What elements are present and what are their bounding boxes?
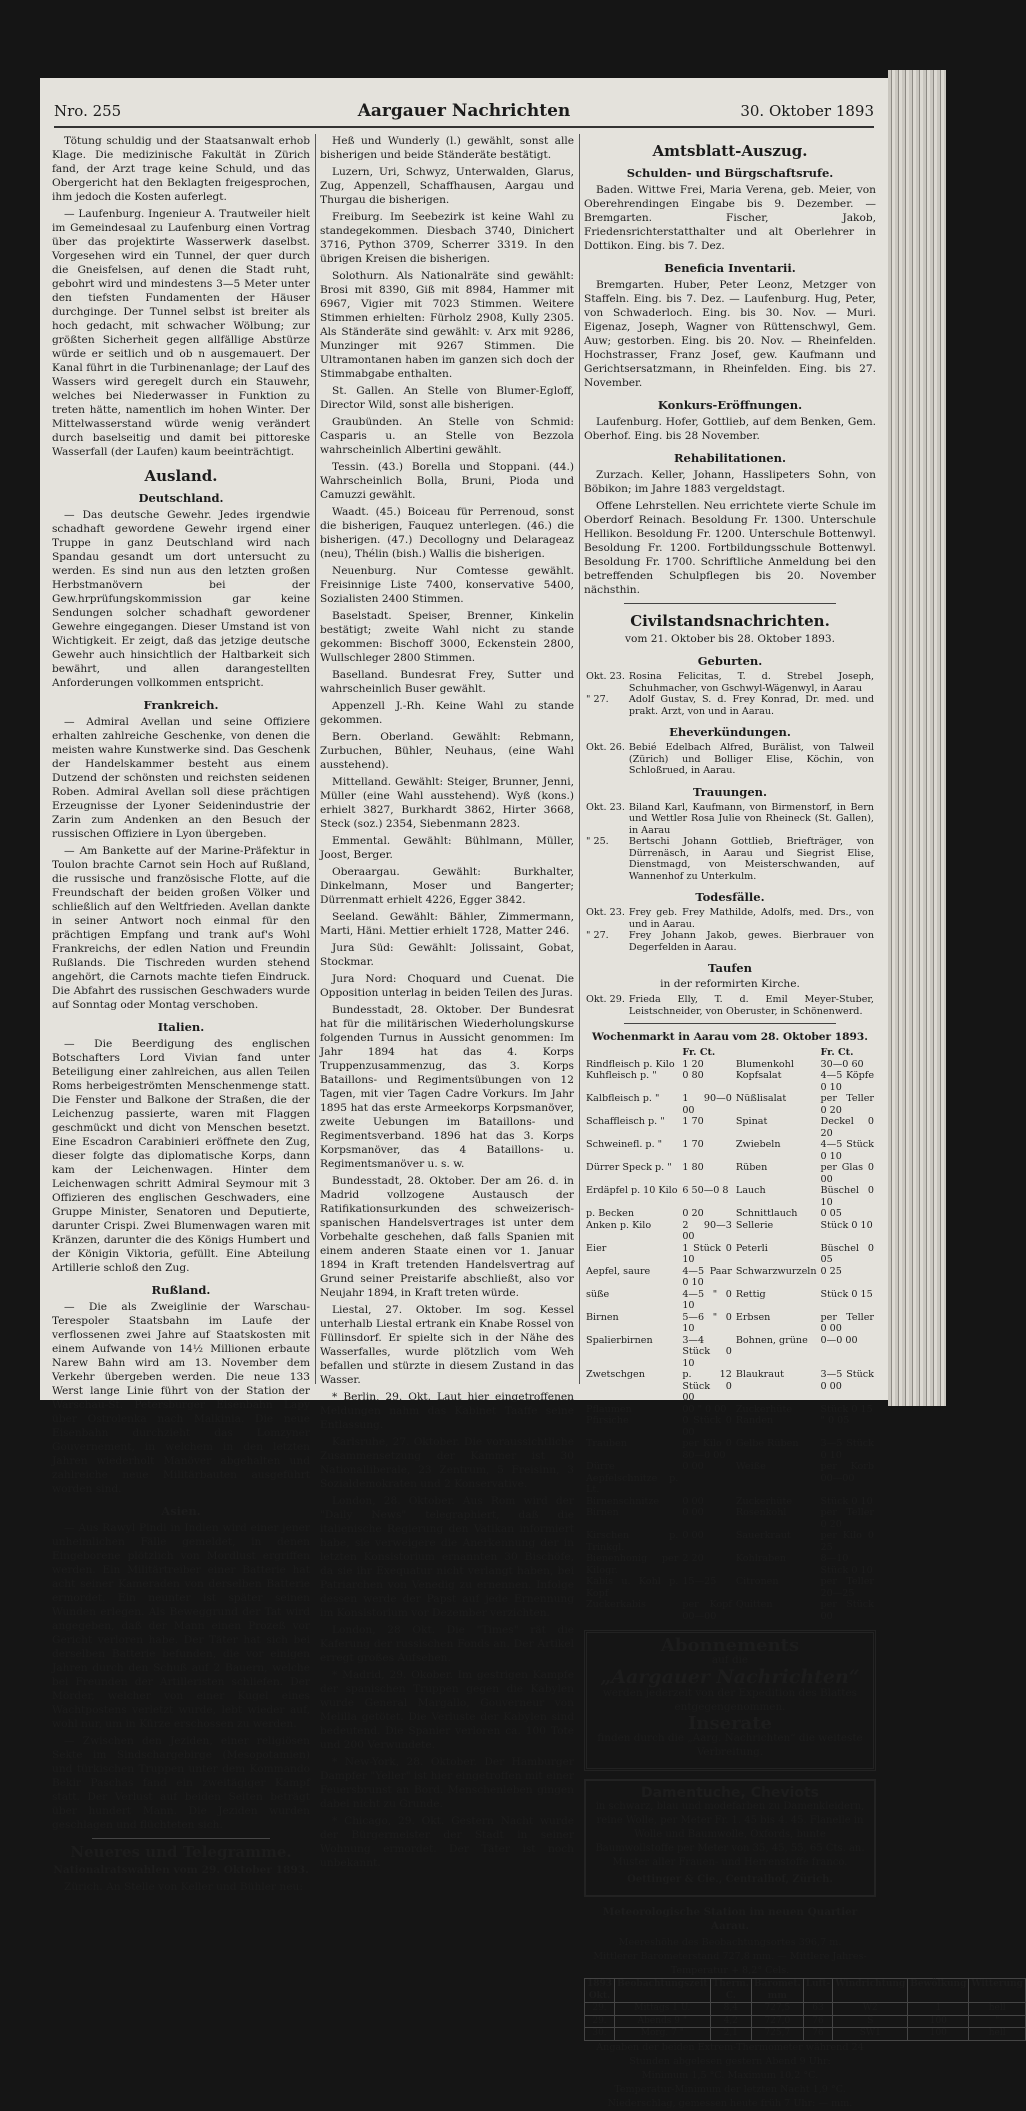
article-paragraph: * Madrid, 29. Okober. Im gestrigen Kampfe der spanischen Truppen gegen die Kabylen wurde General Margallo, Gouverneur von Melilla getötet. Die Verluste der Kabylen sind bedeutend. Die Spanier verloren ca. 100 Tote und 200 Verwundete. bbox=[320, 1669, 574, 1751]
table-row bbox=[584, 1599, 876, 1622]
entry-date: Okt. 23. bbox=[586, 801, 625, 813]
table-cell: 100 bbox=[908, 2028, 969, 2041]
table-cell: Erdäpfel p. 10 Kilo bbox=[586, 1185, 678, 1196]
entry-text: Frey geb. Frey Mathilde, Adolfs, med. Drs., von und in Aarau. bbox=[628, 907, 874, 930]
section-title: Amtsblatt-Auszug. bbox=[652, 142, 808, 160]
table-cell: 29. bbox=[585, 2003, 615, 2016]
table-cell: per Teller 0 20 bbox=[820, 1507, 874, 1530]
box-text: auf die bbox=[711, 1654, 749, 1666]
section-subtitle: Todesfälle. bbox=[695, 890, 765, 904]
table-cell: 76 bbox=[803, 2015, 833, 2028]
table-row bbox=[584, 694, 876, 717]
table-cell: " bbox=[969, 2015, 1026, 2028]
column-rule bbox=[315, 134, 316, 1384]
article-paragraph: — Am Bankette auf der Marine-Präfektur in Toulon brachte Carnot sein Hoch auf Rußland, die russische und französische Flotte, auf die Freundschaft der beiden großen Völker und schließlich auf den Weltfrieden. Avellan dankte in seiner Antwort noch einmal für den prächtigen Empfang und trank auf's Wohl Frankreichs, der edlen Nation und Freundin Rußlands. Die Tischreden wurden stehend angehört, die Carnots machte tiefen Eindruck. Die Abfahrt des russischen Geschwaders wurde auf Sonntag oder Montag verschoben. bbox=[52, 845, 310, 1011]
table-row bbox=[584, 671, 876, 694]
table-row bbox=[584, 1059, 876, 1071]
article-paragraph: — Aus Rawyl Pindi in Indien wird einer jener unheimlichen Fälle gemeldet, in denen Eingeborene plötzlich von Mordlust ergriffen werden. Ein Militärtreiber einer Batterie hat acht seiner Kameraden von derselben Batterie ermordet. Ein neunter ist später seinen Wunden erlegen. Als Beweggrund der Tat wird angegeben, daß der Mann einen Prozeß vor Gericht verloren habe. Der Täter hat sich bei derselben Batterie befunden, die vor einigen Jahren durch den Schuß auf 2 Bauern, welche bei Freunden der Artilleristen schliefen. Der Mörder, welcher von einer Kugel eines Wachtpostens verletzt wurde, lebt wieder auf, wohl nur, um in Kürze erschossen zu werden. bbox=[52, 1522, 310, 1730]
table-cell: 1 90—0 00 bbox=[682, 1093, 732, 1116]
table-row bbox=[584, 1162, 876, 1185]
section-subtitle: Deutschland. bbox=[138, 491, 224, 505]
weather-line: Minimum 1,5 °C. Maximum 10,2 °C. bbox=[641, 2069, 819, 2081]
table-cell: 15—25 bbox=[682, 1576, 717, 1587]
table-cell: 1 bbox=[908, 2003, 969, 2016]
column-3 bbox=[584, 134, 1023, 2109]
table-cell: 2,1 bbox=[710, 2028, 751, 2041]
table-cell: per Teller 0 00 bbox=[820, 1311, 874, 1334]
table-cell: 727,0 bbox=[751, 2015, 803, 2028]
table-cell: 3—5 Stück 0 10 bbox=[820, 1438, 874, 1461]
table-cell: Blumenkohl bbox=[735, 1058, 794, 1070]
table-cell: 30—0 60 bbox=[820, 1058, 864, 1070]
entry-text: Rosina Felicitas, T. d. Strebel Joseph, Schuhmacher, von Gschwyl-Wägenwyl, in Aarau bbox=[628, 671, 874, 694]
entry-date: " 27. bbox=[586, 930, 609, 941]
table-cell: Blaukraut bbox=[735, 1369, 785, 1380]
entry-text: Frey Johann Jakob, gewes. Bierbrauer von Degerfelden in Aarau. bbox=[628, 930, 874, 953]
table-cell: " 0 05 bbox=[820, 1415, 850, 1426]
table-cell: 1 20 bbox=[682, 1058, 704, 1070]
table-cell: Birnen bbox=[586, 1507, 619, 1518]
article-paragraph: Baselland. Bundesrat Frey, Sutter und wahrscheinlich Buser gewählt. bbox=[320, 669, 574, 695]
table-cell: 100 bbox=[908, 2015, 969, 2028]
column-header bbox=[584, 1047, 680, 1059]
baptisms-table bbox=[584, 994, 876, 1017]
table-cell: Citronen bbox=[735, 1576, 779, 1587]
weather-line: Niederschlag, gemessen heute früh 7 Uhr: — mm. bbox=[607, 2097, 853, 2109]
issue-number: Nro. 255 bbox=[54, 102, 122, 120]
table-row bbox=[584, 1139, 876, 1162]
table-cell: Kuhfleisch p. " bbox=[586, 1070, 657, 1081]
article-paragraph: * Chicago, 29. Okt. Gestern Nacht wurde der Bürgermeister der Stadt in seiner Wohnung ermordet. Der Täter ist noch unbekannt. bbox=[320, 1815, 574, 1869]
article-paragraph: * Berlin, 29. Okt. Laut hier eingetroffenen Meldungen nahm das Kabinet Taaffe seine Entlassung. bbox=[320, 1391, 574, 1431]
weather-line: Angaben der beiden Extrem-Thermometer während 24 Stunden abgelesen gestern Abend 9 Uhr: bbox=[596, 2041, 864, 2067]
entry-date: Okt. 26. bbox=[586, 742, 625, 753]
section-subtitle: Rußland. bbox=[151, 1283, 211, 1297]
table-row bbox=[584, 1335, 876, 1370]
table-cell: 2 20 bbox=[682, 1553, 704, 1564]
table-cell: Stück 0 10 bbox=[820, 1495, 873, 1507]
column-2 bbox=[320, 134, 574, 1869]
table-cell: Büschel 0 10 bbox=[820, 1185, 874, 1208]
table-cell: 63 bbox=[803, 2003, 833, 2016]
table-row bbox=[584, 1576, 876, 1599]
weather-title: Meteorologische Station im neuen Quartier Aarau. bbox=[602, 1906, 858, 1932]
table-cell: hell bbox=[969, 2028, 1026, 2041]
deaths-table bbox=[584, 907, 876, 953]
column-header: Beobachtungszeit bbox=[615, 1979, 711, 2003]
table-cell: per Korb 00—00 bbox=[820, 1461, 874, 1484]
table-cell: 1 70 bbox=[682, 1116, 704, 1127]
weather-table bbox=[584, 1978, 1026, 2041]
entry-date: Okt. 23. bbox=[586, 907, 625, 918]
table-cell: Birnen bbox=[586, 1311, 619, 1323]
table-cell: 0—0 00 bbox=[820, 1334, 858, 1346]
table-row bbox=[584, 994, 876, 1017]
entry-text: Bertschi Johann Gottlieb, Briefträger, von Dürrenäsch, in Aarau und Siegrist Elise, Dienstmagd, von Meisterschwanden, auf Wannenhof zu Unterkulm. bbox=[628, 836, 874, 882]
box-text: finden durch die „Aarg. Nachrichten“ die weiteste Verbreitung. bbox=[597, 1732, 863, 1758]
entry-text: Bebié Edelbach Alfred, Burälist, von Talweil (Zürich) und Bolliger Elise, Köchin, von Schloßrued, in Aarau. bbox=[628, 742, 874, 776]
article-paragraph: Oberaargau. Gewählt: Burkhalter, Dinkelmann, Moser und Bangerter; Dürrenmatt erhielt 4226, Egger 3842. bbox=[320, 866, 574, 906]
section-divider bbox=[624, 603, 836, 604]
issue-date: 30. Oktober 1893 bbox=[740, 102, 874, 120]
table-cell: 3—5 Stück 0 00 bbox=[820, 1369, 874, 1392]
article-paragraph: Karlsruhe, 27. Oktober. Die voraussichtliche Zusammensetzung der Kammer ist 30 Nationalliberale, 23 Zentrum, 5 Freisinn, 3 Sozialdemokraten und 2 Konservative. bbox=[320, 1436, 574, 1490]
column-header: Therm. C. bbox=[710, 1979, 751, 2003]
table-cell: Erbsen bbox=[735, 1311, 771, 1323]
advertisement bbox=[584, 1779, 876, 1897]
table-cell: Kohlraben bbox=[735, 1553, 787, 1564]
article-paragraph: Tessin. (43.) Borella und Stoppani. (44.) Wahrscheinlich Bolla, Bruni, Pioda und Camuzzi gewählt. bbox=[320, 461, 574, 501]
ad-title: Damentuche, Cheviots bbox=[640, 1785, 820, 1801]
column-header: Windrichtung bbox=[833, 1979, 908, 2003]
table-cell: 4—5 Stück 0 10 bbox=[820, 1139, 874, 1162]
table-cell: Rüben bbox=[735, 1162, 768, 1173]
table-cell: 2 90—3 00 bbox=[682, 1219, 732, 1242]
table-row bbox=[585, 2028, 1026, 2041]
article-paragraph: St. Gallen. An Stelle von Blumer-Egloff, Director Wild, sonst alle bisherigen. bbox=[320, 385, 574, 411]
table-cell: 8,4 bbox=[710, 2003, 751, 2016]
table-row bbox=[584, 1507, 876, 1530]
article-paragraph: Tötung schuldig und der Staatsanwalt erhob Klage. Die medizinische Fakultät in Zürich fand, der Arzt trage keine Schuld, und das Obergericht hat den Beklagten freigesprochen, ihm jedoch die Kosten auferlegt. bbox=[52, 135, 310, 203]
table-row bbox=[584, 1496, 876, 1508]
table-cell: Sauerkraut bbox=[735, 1530, 791, 1541]
masthead bbox=[54, 100, 874, 128]
article-paragraph: — Das deutsche Gewehr. Jedes irgendwie schadhaft gewordene Gewehr irgend einer Truppe in ganz Deutschland wird nach Spandau gesandt um dort untersucht zu werden. Es sind nun aus den letzten großen Herbstmanövern bei der Gew.hrprüfungskommission gar keine Sendungen solcher schadhaft gewordener Gewehre eingegangen. Dieser Umstand ist von Wichtigkeit. Er zeigt, daß das jetzige deutsche Gewehr auch hinsichtlich der Haltbarkeit sich bewährt, und allen darangestellten Anforderungen vollkommen entspricht. bbox=[52, 509, 310, 689]
table-cell: 0 20 bbox=[682, 1208, 704, 1219]
table-cell: Aepfel, saure bbox=[586, 1265, 651, 1277]
table-cell: Mittags 1 U. bbox=[615, 2003, 711, 2016]
table-cell: Büschel 0 05 bbox=[820, 1242, 874, 1265]
table-cell: 0 25 bbox=[820, 1265, 842, 1277]
table-row bbox=[584, 907, 876, 930]
entry-text: Biland Karl, Kaufmann, von Birmenstorf, in Bern und Wettler Rosa Julie von Rheineck (St. Gallen), in Aarau bbox=[628, 801, 874, 836]
article-paragraph: Bundesstadt, 28. Oktober. Der Bundesrat hat für die militärischen Wiederholungskurse folgenden Turnus in Aussicht genommen: Im Jahr 1894 hat das 4. Korps Truppenzusammenzug, das 3. Korps Bataillons- und Regimentsübungen von 12 Tagen, mit vier Tagen Cadre Vorkurs. Im Jahr 1895 hat das erste Armeekorps Korpsmanöver, zweite Uebungen im Bataillons- und Regimentsverband. 1896 hat das 3. Korps Korpsmanöver, das 4 Bataillons- u. Regimentsmanöver u. s. w. bbox=[320, 1004, 574, 1170]
table-row bbox=[585, 2003, 1026, 2016]
table-cell: 4—5 Köpfe 0 10 bbox=[820, 1070, 874, 1093]
article-paragraph: — Zwischen den Jeziden, einer religiösen Sekte im Sindschargebirge (Mesopotamien) und türkischen Truppen unter dem Kommando Bekir Paschas fand ein zweitägiger Kampf statt. Der Verlust auf beiden Seiten beträgt über hundert Mann. Die Jeziden wurden geschlagen und flüchteten sich. bbox=[52, 1735, 310, 1831]
table-cell: Dürrer Speck p. " bbox=[586, 1162, 672, 1173]
article-paragraph: Bern. Oberland. Gewählt: Rebmann, Zurbuchen, Bühler, Neuhaus, (eine Wahl ausstehend). bbox=[320, 731, 574, 771]
table-cell: Stück 0 15 bbox=[820, 1403, 873, 1415]
table-cell: Trauben bbox=[586, 1438, 627, 1449]
section-subtitle: Konkurs-Eröffnungen. bbox=[657, 398, 803, 412]
table-row bbox=[584, 1093, 876, 1116]
marriage-notices-table bbox=[584, 742, 876, 777]
table-cell: Spalierbirnen bbox=[586, 1334, 653, 1346]
table-cell: 0 00 bbox=[682, 1530, 704, 1541]
table-cell: 6 50—0 8 bbox=[682, 1185, 729, 1196]
table-row bbox=[584, 1312, 876, 1335]
table-row bbox=[584, 1220, 876, 1243]
table-cell: Nüßlisalat bbox=[735, 1093, 787, 1104]
table-cell: Eier bbox=[586, 1242, 607, 1254]
section-subtitle: Geburten. bbox=[697, 654, 763, 668]
table-cell: Pfirsiche bbox=[586, 1415, 629, 1426]
section-subtitle: in der reformirten Kirche. bbox=[660, 978, 800, 990]
table-cell: Bienenhonig per Kilogr. bbox=[586, 1553, 679, 1576]
article-paragraph: Emmental. Gewählt: Bühlmann, Müller, Joost, Berger. bbox=[320, 835, 574, 861]
table-cell: 5—6 " 0 10 bbox=[682, 1311, 732, 1334]
table-cell: S bbox=[833, 2015, 908, 2028]
section-subtitle: Taufen bbox=[708, 961, 752, 975]
column-header: Baromet. mm bbox=[751, 1979, 803, 2003]
table-cell: per Glas 0 00 bbox=[820, 1162, 874, 1185]
table-cell: süße bbox=[586, 1288, 610, 1300]
market-prices-table bbox=[584, 1047, 876, 1622]
section-subtitle: Italien. bbox=[157, 1020, 205, 1034]
table-cell: Zuckerhüte bbox=[735, 1403, 793, 1415]
table-cell: 4—5 Paar 0 10 bbox=[682, 1265, 732, 1288]
table-cell: 0 Stück 0 00 bbox=[682, 1415, 732, 1438]
table-row bbox=[584, 742, 876, 777]
table-cell: Stück 0 10 bbox=[820, 1219, 873, 1231]
table-cell: Lauch bbox=[735, 1185, 766, 1196]
table-cell: 30. bbox=[585, 2028, 615, 2041]
box-heading: Inserate bbox=[687, 1713, 772, 1734]
table-cell: Stück 0 15 bbox=[820, 1288, 873, 1300]
entry-text: Frieda Elly, T. d. Emil Meyer-Stuber, Leistschneider, von Oberuster, in Schönenwerd. bbox=[628, 994, 874, 1017]
article-paragraph: * New-York, 28. Oktober. Der Hamburger Dampfer "Yeller" ist hier eingetroffen mit einer Feuersbrunst an Bord. Menschenleben gingen dabei nicht zu Grunde. bbox=[320, 1756, 574, 1810]
section-subtitle: Frankreich. bbox=[143, 698, 219, 712]
table-row bbox=[584, 930, 876, 953]
table-cell: per Kilo 0 25 bbox=[820, 1530, 874, 1553]
table-cell: Spinat bbox=[735, 1116, 768, 1127]
notice-paragraph: Offene Lehrstellen. Neu errichtete vierte Schule im Oberdorf Reinach. Besoldung Fr. 1300. Unterschule Hellikon. Besoldung Fr. 1200. Unterschule Bottenwyl. Besoldung Fr. 1200. Fortbildungsschule Bottenwyl. Besoldung Fr. 1700. Schriftliche Anmeldung bei den betreffenden Schulpflegen bis 20. November nächsthin. bbox=[584, 500, 876, 596]
entry-date: " 25. bbox=[586, 836, 609, 847]
table-cell: 00 " 0 00 bbox=[682, 1403, 727, 1415]
table-cell: Zwetschgen bbox=[586, 1369, 645, 1380]
table-cell: Peterli bbox=[735, 1242, 768, 1254]
article-paragraph: Appenzell J.-Rh. Keine Wahl zu stande gekommen. bbox=[320, 700, 574, 726]
article-paragraph: — Admiral Avellan und seine Offiziere erhalten zahlreiche Geschenke, von denen die meisten wahre Kunstwerke sind. Das Geschenk der Handelskammer besteht aus einem Dutzend der schönsten und reichsten seidenen Roben. Admiral Avellan soll diese prächtigen Erzeugnisse der Lyoner Seidenindustrie der Zarin zum Andenken an den Besuch der russischen Offiziere in Lyon übergeben. bbox=[52, 716, 310, 840]
article-paragraph: Seeland. Gewählt: Bähler, Zimmermann, Marti, Häni. Mettier erhielt 1728, Matter 246. bbox=[320, 911, 574, 937]
table-cell: Kalbfleisch p. " bbox=[586, 1093, 660, 1104]
article-paragraph: Neuenburg. Nur Comtesse gewählt. Freisinnige Liste 7400, konservative 5400, Sozialisten 2400 Stimmen. bbox=[320, 565, 574, 605]
column-header: Bewölkung bbox=[908, 1979, 969, 2003]
table-cell: 1 Stück 0 10 bbox=[682, 1242, 732, 1265]
column-header: Witterung bbox=[969, 1979, 1026, 2003]
table-row bbox=[584, 1369, 876, 1404]
table-cell: Bohnen, grüne bbox=[735, 1334, 808, 1346]
table-cell: Quitten bbox=[735, 1599, 773, 1610]
article-paragraph: Graubünden. An Stelle von Schmid: Casparis u. an Stelle von Bezzola wahrscheinlich Albertini gewählt. bbox=[320, 416, 574, 456]
box-newspaper-name: „Aargauer Nachrichten“ bbox=[600, 1666, 860, 1688]
table-cell: 1 80 bbox=[682, 1162, 704, 1173]
page-edge bbox=[888, 70, 946, 1406]
table-cell: 725,7 bbox=[751, 2028, 803, 2041]
table-cell: 0 00 bbox=[682, 1461, 704, 1472]
newspaper-page bbox=[40, 78, 1023, 2109]
table-cell: 1 70 bbox=[682, 1139, 704, 1150]
article-paragraph: Bundesstadt, 28. Oktober. Der am 26. d. in Madrid vollzogene Austausch der Ratifikationsurkunden des schweizerisch-spanischen Handelsvertrages ist unter dem Vorbehalte geschehen, daß falls Spanien mit einem anderen Staate einen vor 1. Januar 1894 in Kraft tretenden Handelsvertrag auf Grund seiner Preistarife abschließt, also vor Neujahr 1894, in Kraft treten würde. bbox=[320, 1175, 574, 1299]
table-cell: Schnittlauch bbox=[735, 1208, 798, 1219]
table-cell: 727,5 bbox=[751, 2003, 803, 2016]
table-row bbox=[584, 1404, 876, 1416]
table-row bbox=[584, 802, 876, 837]
table-cell: Weiße bbox=[735, 1461, 766, 1472]
table-cell: Gelbe Rüben bbox=[735, 1438, 799, 1449]
article-paragraph: Mittelland. Gewählt: Steiger, Brunner, Jenni, Müller (eine Wahl ausstehend). Wyß (kons.) erhielt 3827, Burkhardt 3862, Hirter 3668, Steck (soz.) 2354, Siebenmann 2823. bbox=[320, 776, 574, 830]
table-row bbox=[584, 1243, 876, 1266]
weather-line: Temperatur-Minimum der letzten Nacht 1,9 °C. bbox=[614, 2083, 846, 2095]
table-cell: Abends 9 " bbox=[615, 2015, 711, 2028]
subscription-box bbox=[584, 1630, 876, 1771]
table-cell: Zuckerkabis bbox=[586, 1599, 646, 1610]
weddings-table bbox=[584, 802, 876, 883]
weather-line: Mittlerer Barometerstand 727,8 mm. — Mittlere Jahres-Temperatur + 8,2° Cels. bbox=[593, 1951, 867, 1976]
section-subtitle: Beneficia Inventarii. bbox=[664, 261, 796, 275]
table-cell: Schwarzwurzeln bbox=[735, 1265, 817, 1277]
article-paragraph: — Die als Zweiglinie der Warschau-Terespoler Staatsbahn im Laufe der verflossenen zwei Jahre auf Staatskosten mit einem Aufwande von 14½ Millionen erbaute Narew Bahn wird am 13. November dem Verkehr übergeben werden. Die neue 133 Werst lange Linie führt von der Station der Warschau-St. Petersburger Eisenbahn Lapy über Ostrolenka nach Malkinia. Die neue Eisenbahn durchzieht das Lomzyner Gouvernement, in welchem in den letzten Jahren wiederholt Manöver abgehalten und zahlreiche neue Militärbauten ausgeführt worden sind. bbox=[52, 1301, 310, 1495]
article-paragraph: Liestal, 27. Oktober. Im sog. Kessel unterhalb Liestal ertrank ein Knabe Rossel von Füllinsdorf. Er spielte sich in der Nähe des Wasserfalles, wurde plötzlich vom Weh befallen und stürzte in diesem Zustand in das Wasser. bbox=[320, 1304, 574, 1386]
section-subtitle: Schulden- und Bürgschaftsrufe. bbox=[626, 166, 834, 180]
table-cell: 0 05 bbox=[820, 1208, 842, 1219]
table-cell: Morg. 7 " bbox=[615, 2028, 711, 2041]
article-paragraph: Baselstadt. Speiser, Brenner, Kinkelin bestätigt; zweite Wahl nicht zu stande gekommen: Bischoff 3000, Eckenstein 2800, Wullschleger 2800 Stimmen. bbox=[320, 610, 574, 664]
article-paragraph: Luzern, Uri, Schwyz, Unterwalden, Glarus, Zug, Appenzell, Schaffhausen, Aargau und Thurgau die bisherigen. bbox=[320, 166, 574, 206]
table-cell: 76 bbox=[803, 2028, 833, 2041]
table-row bbox=[584, 1185, 876, 1208]
table-row bbox=[585, 2015, 1026, 2028]
table-row bbox=[584, 1438, 876, 1461]
table-cell: 8—10 Stück 0 10 bbox=[820, 1553, 873, 1576]
table-cell: p. 12 Stück 0 00 bbox=[682, 1369, 732, 1403]
date-range: vom 21. Oktober bis 28. Oktober 1893. bbox=[625, 633, 835, 645]
table-cell: Sellerie bbox=[735, 1219, 774, 1231]
table-cell: p. Becken bbox=[586, 1208, 635, 1219]
table-cell: Schweinefl. p. " bbox=[586, 1139, 663, 1150]
box-heading: Abonnements bbox=[660, 1635, 800, 1656]
table-cell: Schaffleisch p. " bbox=[586, 1116, 665, 1127]
table-cell: 4—5 " 0 10 bbox=[682, 1288, 732, 1311]
table-cell: 0 00 bbox=[682, 1507, 704, 1518]
table-cell: Rosenkohl bbox=[735, 1507, 787, 1518]
entry-text: Adolf Gustav, S. d. Frey Konrad, Dr. med. und prakt. Arzt, von und in Aarau. bbox=[628, 694, 874, 717]
table-cell: Kopfsalat bbox=[735, 1070, 782, 1081]
article-paragraph: Zürich. An Stelle von Keller und Bühler neu: bbox=[64, 1881, 303, 1893]
article-paragraph: Jura Nord: Choquard und Cuenat. Die Opposition unterlag in beiden Teilen des Juras. bbox=[320, 973, 574, 999]
notice-paragraph: Laufenburg. Hofer, Gottlieb, auf dem Benken, Gem. Oberhof. Eing. bis 28 November. bbox=[584, 416, 876, 442]
section-subtitle: Trauungen. bbox=[692, 784, 768, 799]
births-table bbox=[584, 671, 876, 717]
article-paragraph: Waadt. (45.) Boiceau für Perrenoud, sonst die bisherigen, Fauquez unterlegen. (46.) die bisherigen. (47.) Decollogny und Delarageaz (neu), Thélin (bish.) Wallis die bisherigen. bbox=[320, 506, 574, 560]
table-row bbox=[584, 1553, 876, 1576]
column-header bbox=[734, 1047, 819, 1059]
table-cell: 0 80 bbox=[682, 1070, 704, 1081]
table-cell: Kabis u. Kohl p. Kopf bbox=[586, 1576, 679, 1599]
column-1 bbox=[52, 134, 310, 1893]
notice-paragraph: Zurzach. Keller, Johann, Hasslipeters Sohn, von Böbikon; im Jahre 1883 vergeldstagt. bbox=[584, 469, 876, 495]
ad-firm: Oettinger & Cie., Centralhof, Zürich. bbox=[627, 1874, 833, 1885]
section-subtitle: Rehabilitationen. bbox=[674, 451, 786, 465]
table-cell: 29. bbox=[585, 2015, 615, 2028]
table-cell: per Kilo 0 80—0 00 bbox=[682, 1438, 732, 1461]
table-row bbox=[584, 1070, 876, 1093]
column-header: Fr. Ct. bbox=[682, 1047, 716, 1058]
table-cell: 4,2 bbox=[710, 2015, 751, 2028]
table-header-row bbox=[584, 1047, 876, 1059]
table-cell: W2 bbox=[833, 2003, 908, 2016]
section-title: Civilstandsnachrichten. bbox=[630, 612, 830, 630]
table-row bbox=[584, 1530, 876, 1553]
table-cell: Zwiebeln bbox=[735, 1139, 781, 1150]
table-cell: Rindfleisch p. Kilo bbox=[586, 1058, 675, 1070]
table-cell: per Stück 00 bbox=[820, 1599, 874, 1622]
section-subtitle: Nationalratswahlen vom 29. Oktober 1893. bbox=[53, 1864, 309, 1876]
table-cell: Anken p. Kilo bbox=[586, 1219, 652, 1231]
article-paragraph: Solothurn. Als Nationalräte sind gewählt: Brosi mit 8390, Giß mit 8984, Hammer mit 6967, Vigier mit 7023 Stimmen. Weitere Stimmen erhielten: Fürholz 2908, Kully 2305. Als Ständeräte sind gewählt: v. Arx mit 9286, Munzinger mit 9267 Stimmen. Die Ultramontanen haben im ganzen sich doch der Stimmabgabe enthalten. bbox=[320, 270, 574, 380]
entry-date: Okt. 23. bbox=[586, 671, 625, 682]
table-cell: Randen bbox=[735, 1415, 774, 1426]
table-cell: Pflaumen bbox=[586, 1403, 632, 1415]
box-text: werden jederzeit von der Expedition des Blattes entgegengenommen. bbox=[603, 1687, 857, 1713]
notice-paragraph: Bremgarten. Huber, Peter Leonz, Metzger von Staffeln. Eing. bis 7. Dez. — Laufenburg. Hug, Peter, von Schwaderloch. Eing. bis 30. Nov. — Muri. Eigenaz, Joseph, Wagner von Rüttenschwyl, Gem. Auw; gestorben. Eing. bis 20. Nov. — Rheinfelden. Hochstrasser, Franz Josef, gew. Kaufmann und Gerichtsersatzmann, in Rheinfelden. Eing. bis 27. November. bbox=[584, 279, 876, 389]
table-cell: SW1 bbox=[833, 2028, 908, 2041]
section-subtitle: Eheverkündungen. bbox=[669, 725, 791, 739]
entry-date: " 27. bbox=[586, 694, 609, 705]
table-cell: Dürre Aepfelschnitze p. Lt. bbox=[586, 1461, 679, 1495]
article-paragraph: — Laufenburg. Ingenieur A. Trautweiler hielt im Gemeindesaal zu Laufenburg einen Vortrag über das projektirte Wasserwerk daselbst. Vorgesehen wird ein Tunnel, der quer durch die Gneisfelsen, auf denen die Stadt ruht, gebohrt wird und mindestens 3—5 Meter unter den tiefsten Fundamenten der Häuser durchginge. Der Tunnel selbst ist breiter als hoch gedacht, mit schwacher Wölbung; zur größten Sicherheit gegen allfällige Abstürze würde er seitlich und ob n ausgemauert. Der Kanal führt in die Turbinenanlage; der Lauf des Wassers wird geregelt durch ein Stauwehr, welches bei Niederwasser in Funktion zu treten hätte, namentlich im hohen Winter. Der Mittelwasserstand würde wenig verändert durch baselseitig und damit bei pittoreske Wasserfall (der Laufen) kaum beeinträchtigt. bbox=[52, 208, 310, 458]
table-cell: Rettig bbox=[735, 1288, 766, 1300]
table-header-row bbox=[585, 1979, 1026, 2003]
table-row bbox=[584, 1289, 876, 1312]
entry-date: Okt. 29. bbox=[586, 994, 625, 1005]
section-title: Neueres und Telegramme. bbox=[70, 1843, 292, 1861]
weather-line: Meereshöhe des Beobachtungsortes 396,7 m. bbox=[618, 1937, 842, 1948]
table-cell: per Teller 0 20 bbox=[820, 1093, 874, 1116]
notice-paragraph: Baden. Wittwe Frei, Maria Verena, geb. Meier, von Oberehrendingen Eingabe bis 9. Dezember. — Bremgarten. Fischer, Jakob, Friedensrichterstatthalter und alt Oberlehrer in Dottikon. Eing. bis 7. Dez. bbox=[584, 184, 876, 252]
table-cell: 3—4 Stück 0 10 bbox=[682, 1334, 732, 1369]
table-row bbox=[584, 1266, 876, 1289]
table-cell: per Teller 20—25 bbox=[820, 1576, 874, 1599]
column-rule bbox=[579, 134, 580, 1384]
ad-text: in schwarz, blau und modefarben zu Damenkleidern, reine Wolle, per Meter Fr. 1. 45 bis 4. 45. Flanelle in Wolle und Baumwolle, Oxfords, bunte Baumwollstoffe per Meter von 35, 45, 55, 65 Cts. an. Muster aller Frauen- und Herrenstoffe franco. bbox=[595, 1801, 865, 1868]
section-title: Ausland. bbox=[144, 467, 218, 485]
article-paragraph: Heß und Wunderly (l.) gewählt, sonst alle bisherigen und beide Ständeräte bestätigt. bbox=[320, 135, 574, 161]
table-cell: hell bbox=[969, 2003, 1026, 2016]
column-header: Fr. Ct. bbox=[820, 1047, 854, 1058]
article-paragraph: Freiburg. Im Seebezirk ist keine Wahl zu standegekommen. Diesbach 3740, Dinichert 3716, Python 3709, Scherrer 3319. In den übrigen Kreisen die bisherigen. bbox=[320, 211, 574, 265]
table-row bbox=[584, 836, 876, 882]
table-cell: Deckel 0 20 bbox=[820, 1116, 874, 1139]
article-paragraph: — Die Beerdigung des englischen Botschafters Lord Vivian fand unter Beteiligung einer zahlreichen, aus allen Teilen Roms herbeigeströmten Menschenmenge statt. Die Fenster und Balkone der Straßen, die der Leichenzug passierte, waren mit Flaggen geschmückt und dicht von Menschen besetzt. Eine Escadron Carabinieri eröffnete den Zug, dieser folgte das diplomatische Korps, dann kam der Leichenwagen. Hinter dem Leichenwagen schritt Admiral Seymour mit 3 Offizieren des englischen Geschwaders, eine Gruppe Minister, Senatoren und Deputierte, darunter Crispi. Zwei Blumenwagen waren mit Kränzen, darunter die des Königs Humbert und der Königin Viktoria, gefüllt. Eine Abteilung Artillerie schloß den Zug. bbox=[52, 1038, 310, 1274]
section-subtitle: Asien. bbox=[161, 1504, 201, 1518]
market-title: Wochenmarkt in Aarau vom 28. Oktober 1893. bbox=[592, 1031, 868, 1043]
table-cell: 0 00 bbox=[682, 1495, 704, 1507]
section-divider bbox=[92, 1838, 270, 1839]
table-row bbox=[584, 1208, 876, 1220]
newspaper-title: Aargauer Nachrichten bbox=[357, 101, 571, 121]
article-paragraph: London, 28 Okt. Die "Times" rät die Kaferung der russischen Fonds an. Der Artikel erregt großes Aufsehen. bbox=[320, 1624, 574, 1664]
table-cell: per Kopf 00—00 bbox=[682, 1599, 732, 1622]
table-row bbox=[584, 1415, 876, 1438]
column-header: Luft- bbox=[803, 1979, 833, 2003]
table-cell: Zuckerhüte bbox=[735, 1495, 793, 1507]
article-paragraph: London, 28. Oktober. Aus Rom wird der "Daily News" telegraphiert, daß die italienische Regierung den Vatikan informiert habe, sie verweigere die Anerkennung der in letzten Konsistorium ernannten 30 Bischöfe, da sie ihr Exequatur nicht verlangt haben, bei Patriarchen von Venedig zu ernennen. Infolge dessen werde der Papst auf jede Ernennung im Konsistorium vor Dezember verzichten. bbox=[320, 1495, 574, 1619]
section-divider bbox=[624, 1023, 836, 1024]
article-paragraph: Jura Süd: Gewählt: Jolissaint, Gobat, Stockmar. bbox=[320, 942, 574, 968]
table-row bbox=[584, 1116, 876, 1139]
column-header: 1893 Okt. bbox=[585, 1979, 615, 2003]
table-cell: Birnenschnitze bbox=[586, 1495, 660, 1507]
table-cell: Kirschen p. Trinkgl. bbox=[586, 1530, 679, 1553]
table-row bbox=[584, 1461, 876, 1496]
